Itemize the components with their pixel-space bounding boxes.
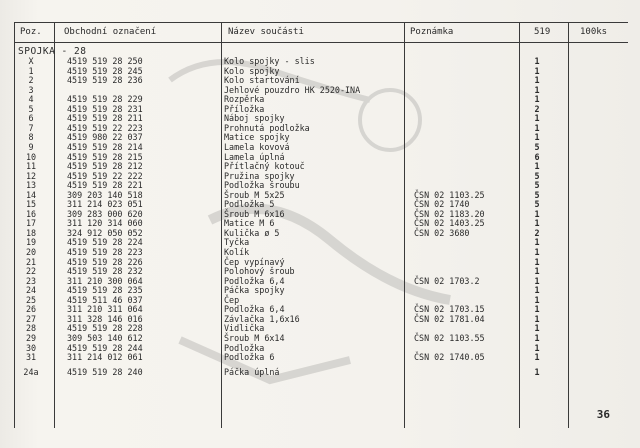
row-part-code: 4519 519 28 240 <box>67 366 143 377</box>
row-position: 6 <box>28 113 34 124</box>
row-part-code: 309 203 140 518 <box>67 189 143 200</box>
row-quantity: 5 <box>534 170 540 181</box>
row-position: 26 <box>25 304 37 315</box>
row-quantity: 1 <box>534 323 540 334</box>
row-quantity: 1 <box>534 342 540 353</box>
row-part-name: Lamela kovová <box>224 141 290 152</box>
header-name: Název součásti <box>228 27 304 37</box>
row-quantity: 1 <box>534 285 540 296</box>
row-position: 25 <box>25 294 37 305</box>
row-part-code: 4519 519 28 232 <box>67 266 143 277</box>
row-part-code: 311 210 300 064 <box>67 275 143 286</box>
row-part-code: 4519 519 28 236 <box>67 75 143 86</box>
row-quantity: 1 <box>534 56 540 66</box>
row-position: 7 <box>28 122 34 133</box>
row-quantity: 1 <box>534 122 540 133</box>
row-part-name: Jehlové pouzdro HK 2520-INA <box>224 84 361 95</box>
row-part-code: 4519 519 28 228 <box>67 323 143 334</box>
row-part-name: Matice spojky <box>224 132 290 143</box>
row-part-code: 4519 519 28 244 <box>67 342 143 353</box>
row-position: 23 <box>25 275 37 286</box>
row-part-name: Podložka 6 <box>224 352 275 363</box>
row-position: X <box>28 56 34 66</box>
row-part-name: Kulička ø 5 <box>224 227 280 238</box>
row-part-name: Pružina spojky <box>224 170 295 181</box>
row-position: 15 <box>25 199 37 210</box>
row-part-code: 4519 519 22 222 <box>67 170 143 181</box>
table-row <box>14 267 628 276</box>
row-part-name: Šroub M 6x16 <box>224 208 285 219</box>
row-note: ČSN 02 1781.04 <box>414 313 485 324</box>
row-part-code: 311 328 146 016 <box>67 313 143 324</box>
row-quantity: 1 <box>534 237 540 248</box>
row-part-code: 4519 519 28 245 <box>67 65 143 76</box>
row-quantity: 1 <box>534 208 540 219</box>
table-row <box>14 76 628 85</box>
row-part-code: 309 283 000 620 <box>67 208 143 219</box>
row-note: ČSN 02 3680 <box>414 227 470 238</box>
row-quantity: 1 <box>534 161 540 172</box>
row-position: 28 <box>25 323 37 334</box>
row-part-code: 311 210 311 064 <box>67 304 143 315</box>
row-position: 20 <box>25 247 37 257</box>
row-quantity: 5 <box>534 180 540 191</box>
row-position: 4 <box>28 94 34 105</box>
row-position: 3 <box>28 84 34 95</box>
row-part-code: 4519 519 28 226 <box>67 256 143 267</box>
row-part-code: 4519 519 28 215 <box>67 151 143 162</box>
row-position: 16 <box>25 208 37 219</box>
row-position: 11 <box>25 161 37 172</box>
row-part-code: 4519 519 28 223 <box>67 247 143 257</box>
row-note: ČSN 02 1703.2 <box>414 275 480 286</box>
row-part-name: Podložka 5 <box>224 199 275 210</box>
table-row <box>14 181 628 190</box>
row-part-name: Kolo startování <box>224 75 300 86</box>
row-part-code: 4519 519 28 212 <box>67 161 143 172</box>
row-part-name: Polohový šroub <box>224 266 295 277</box>
table-row <box>14 95 628 104</box>
row-position: 24a <box>23 366 39 377</box>
table-row <box>14 57 628 66</box>
row-quantity: 1 <box>534 132 540 143</box>
row-note: ČSN 02 1103.25 <box>414 189 485 200</box>
row-part-name: Vidlička <box>224 323 265 334</box>
row-part-name: Podložka <box>224 342 265 353</box>
row-part-name: Matice M 6 <box>224 218 275 229</box>
row-quantity: 2 <box>534 227 540 238</box>
table-row <box>14 353 628 362</box>
row-quantity: 1 <box>534 113 540 124</box>
page-number: 36 <box>596 408 610 421</box>
header-519: 519 <box>534 27 551 37</box>
section-title: SPOJKA - 28 <box>18 46 87 57</box>
row-position: 24 <box>25 285 37 296</box>
row-part-code: 324 912 050 052 <box>67 227 143 238</box>
header-note: Poznámka <box>410 27 454 37</box>
row-part-code: 4519 519 28 231 <box>67 103 143 114</box>
row-part-name: Příložka <box>224 103 265 114</box>
row-quantity: 2 <box>534 103 540 114</box>
row-quantity: 1 <box>534 332 540 343</box>
table-header <box>14 22 628 43</box>
row-part-name: Čep <box>224 294 240 305</box>
row-part-code: 4519 519 28 224 <box>67 237 143 248</box>
row-part-name: Závlačka 1,6x16 <box>224 313 300 324</box>
row-part-code: 309 503 140 612 <box>67 332 143 343</box>
row-part-code: 4519 511 46 037 <box>67 294 143 305</box>
row-part-name: Kolo spojky - slis <box>224 56 315 66</box>
row-position: 12 <box>25 170 37 181</box>
row-part-code: 311 120 314 060 <box>67 218 143 229</box>
row-note: ČSN 02 1740.05 <box>414 352 485 363</box>
row-part-name: Podložka šroubu <box>224 180 300 191</box>
row-note: ČSN 02 1740 <box>414 199 470 210</box>
row-quantity: 5 <box>534 189 540 200</box>
row-part-name: Přítlačný kotouč <box>224 161 305 172</box>
row-position: 1 <box>28 65 34 76</box>
row-part-code: 4519 519 28 221 <box>67 180 143 191</box>
row-quantity: 1 <box>534 65 540 76</box>
row-note: ČSN 02 1103.55 <box>414 332 485 343</box>
row-part-name: Čep vypínavý <box>224 256 285 267</box>
row-quantity: 5 <box>534 199 540 210</box>
row-position: 27 <box>25 313 37 324</box>
row-part-name: Podložka 6,4 <box>224 304 285 315</box>
row-quantity: 1 <box>534 352 540 363</box>
row-position: 9 <box>28 141 34 152</box>
row-quantity: 6 <box>534 151 540 162</box>
row-quantity: 1 <box>534 266 540 277</box>
row-quantity: 1 <box>534 294 540 305</box>
row-position: 22 <box>25 266 37 277</box>
row-part-code: 4519 980 22 037 <box>67 132 143 143</box>
header-100ks: 100ks <box>580 27 608 37</box>
row-position: 2 <box>28 75 34 86</box>
row-part-name: Kolík <box>224 247 250 257</box>
row-position: 30 <box>25 342 37 353</box>
row-position: 29 <box>25 332 37 343</box>
row-part-code: 4519 519 28 229 <box>67 94 143 105</box>
row-part-code: 4519 519 28 214 <box>67 141 143 152</box>
table-row <box>14 368 628 377</box>
row-part-code: 4519 519 28 235 <box>67 285 143 296</box>
row-part-name: Šroub M 6x14 <box>224 332 285 343</box>
row-note: ČSN 02 1183.20 <box>414 208 485 219</box>
row-position: 13 <box>25 180 37 191</box>
row-part-code: 4519 519 28 250 <box>67 56 143 66</box>
header-poz: Poz. <box>20 27 42 37</box>
row-position: 8 <box>28 132 34 143</box>
row-part-name: Šroub M 5x25 <box>224 189 285 200</box>
row-position: 14 <box>25 189 37 200</box>
row-part-code: 311 214 012 061 <box>67 352 143 363</box>
row-position: 10 <box>25 151 37 162</box>
row-note: ČSN 02 1403.25 <box>414 218 485 229</box>
row-quantity: 1 <box>534 366 540 377</box>
row-part-code: 4519 519 28 211 <box>67 113 143 124</box>
row-quantity: 1 <box>534 75 540 86</box>
row-part-code: 311 214 023 051 <box>67 199 143 210</box>
row-part-name: Páčka úplná <box>224 366 280 377</box>
table-row <box>14 162 628 171</box>
row-part-name: Rozpěrka <box>224 94 265 105</box>
row-part-name: Tyčka <box>224 237 250 248</box>
row-part-code: 4519 519 22 223 <box>67 122 143 133</box>
table-row <box>14 143 628 152</box>
row-quantity: 1 <box>534 247 540 257</box>
row-quantity: 1 <box>534 313 540 324</box>
table-row <box>14 248 628 257</box>
table-row <box>14 286 628 295</box>
row-position: 5 <box>28 103 34 114</box>
row-quantity: 1 <box>534 218 540 229</box>
row-position: 17 <box>25 218 37 229</box>
row-position: 19 <box>25 237 37 248</box>
row-position: 18 <box>25 227 37 238</box>
row-quantity: 1 <box>534 94 540 105</box>
row-position: 31 <box>25 352 37 363</box>
row-quantity: 5 <box>534 141 540 152</box>
row-part-name: Prohnutá podložka <box>224 122 310 133</box>
row-part-name: Podložka 6,4 <box>224 275 285 286</box>
row-note: ČSN 02 1703.15 <box>414 304 485 315</box>
row-quantity: 1 <box>534 256 540 267</box>
table-row <box>14 334 628 343</box>
row-position: 21 <box>25 256 37 267</box>
row-part-name: Náboj spojky <box>224 113 285 124</box>
row-quantity: 1 <box>534 84 540 95</box>
header-code: Obchodní označení <box>64 27 157 37</box>
row-part-name: Lamela úplná <box>224 151 285 162</box>
row-part-name: Kolo spojky <box>224 65 280 76</box>
row-quantity: 1 <box>534 275 540 286</box>
row-quantity: 1 <box>534 304 540 315</box>
row-part-name: Páčka spojky <box>224 285 285 296</box>
